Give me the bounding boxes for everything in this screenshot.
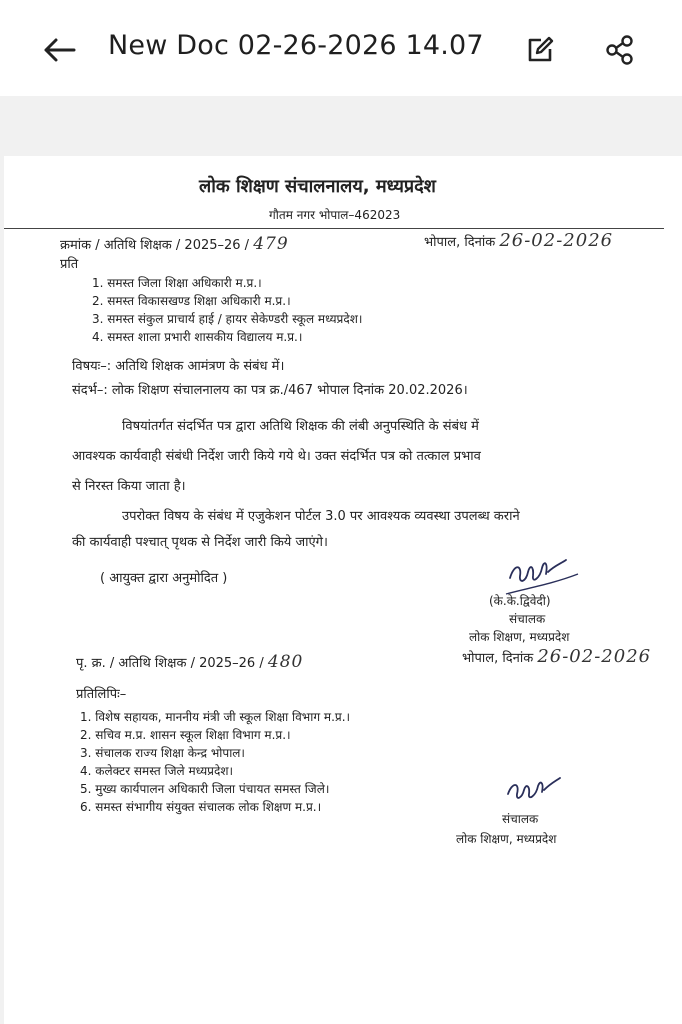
signatory-title: संचालक: [509, 612, 546, 626]
back-button[interactable]: [38, 30, 80, 70]
letter1-reference-number: [60, 234, 289, 254]
signature-image: [502, 774, 566, 810]
letter2-reference-number: [76, 652, 303, 672]
letter2-place-date: [462, 646, 651, 667]
share-button[interactable]: [600, 30, 640, 70]
office-title: लोक शिक्षण संचालनालय, मध्यप्रदेश: [199, 176, 436, 197]
signatory-org: लोक शिक्षण, मध्यप्रदेश: [469, 630, 570, 644]
copy-item: 2. सचिव म.प्र. शासन स्कूल शिक्षा विभाग म.प्र.।: [80, 728, 291, 742]
letter1-reference: संदर्भ–: लोक शिक्षण संचालनालय का पत्र क्र./467 भोपाल दिनांक 20.02.2026।: [72, 383, 468, 398]
approval-note: ( आयुक्त द्वारा अनुमोदित ): [100, 571, 228, 586]
para1-line: विषयांतर्गत संदर्भित पत्र द्वारा अतिथि शिक्षक की लंबी अनुपस्थिति के संबंध में: [122, 419, 479, 434]
edit-button[interactable]: [520, 30, 560, 70]
letter2-ref-no: 480: [267, 652, 304, 672]
letter1-date-prefix: भोपाल, दिनांक: [424, 235, 496, 250]
letter1-ref-no: 479: [253, 234, 289, 254]
para2-line: की कार्यवाही पश्चात् पृथक से निर्देश जारी किये जाएंगे।: [72, 535, 328, 550]
letter1-ref-prefix: क्रमांक / अतिथि शिक्षक / 2025–26 /: [60, 238, 250, 253]
recipient-item: 3. समस्त संकुल प्राचार्य हाई / हायर सेकेण्डरी स्कूल मध्यप्रदेश।: [92, 312, 363, 326]
letter2-ref-prefix: पृ. क्र. / अतिथि शिक्षक / 2025–26 /: [76, 656, 264, 671]
copy-heading: प्रतिलिपिः–: [76, 687, 127, 702]
signatory-name: (के.के.द्विवेदी): [489, 594, 551, 608]
office-address: गौतम नगर भोपाल–462023: [269, 208, 401, 222]
document-page: [4, 156, 682, 1024]
copy-item: 3. संचालक राज्य शिक्षा केन्द्र भोपाल।: [80, 746, 245, 760]
copy-item: 1. विशेष सहायक, माननीय मंत्री जी स्कूल शिक्षा विभाग म.प्र.।: [80, 710, 351, 724]
para1-line: से निरस्त किया जाता है।: [72, 479, 186, 494]
recipient-item: 1. समस्त जिला शिक्षा अधिकारी म.प्र.।: [92, 276, 262, 290]
document-title: New Doc 02-26-2026 14.07: [108, 30, 484, 61]
header-divider: [4, 228, 664, 229]
letter2-date: 26-02-2026: [537, 646, 652, 667]
signatory-org-2: लोक शिक्षण, मध्यप्रदेश: [456, 832, 557, 846]
arrow-left-icon: [42, 37, 76, 63]
copy-item: 5. मुख्य कार्यपालन अधिकारी जिला पंचायत समस्त जिले।: [80, 782, 330, 796]
letter2-date-prefix: भोपाल, दिनांक: [462, 651, 534, 666]
app-bar: [0, 0, 682, 96]
signatory-title-2: संचालक: [502, 812, 539, 826]
edit-icon: [525, 35, 555, 65]
letter1-place-date: [424, 230, 613, 251]
letter1-subject: विषयः–: अतिथि शिक्षक आमंत्रण के संबंध में।: [72, 359, 285, 374]
letter1-date: 26-02-2026: [499, 230, 614, 251]
document-viewer[interactable]: [0, 96, 682, 1024]
recipient-item: 4. समस्त शाला प्रभारी शासकीय विद्यालय म.प्र.।: [92, 330, 303, 344]
letter1-prati: प्रति: [60, 257, 79, 272]
share-icon: [604, 34, 636, 66]
copy-item: 6. समस्त संभागीय संयुक्त संचालक लोक शिक्षण म.प्र.।: [80, 800, 322, 814]
para1-line: आवश्यक कार्यवाही संबंधी निर्देश जारी किये गये थे। उक्त संदर्भित पत्र को तत्काल प्रभाव: [72, 449, 481, 464]
recipient-item: 2. समस्त विकासखण्ड शिक्षा अधिकारी म.प्र.।: [92, 294, 291, 308]
para2-line: उपरोक्त विषय के संबंध में एजुकेशन पोर्टल 3.0 पर आवश्यक व्यवस्था उपलब्ध कराने: [122, 509, 520, 524]
copy-item: 4. कलेक्टर समस्त जिले मध्यप्रदेश।: [80, 764, 234, 778]
